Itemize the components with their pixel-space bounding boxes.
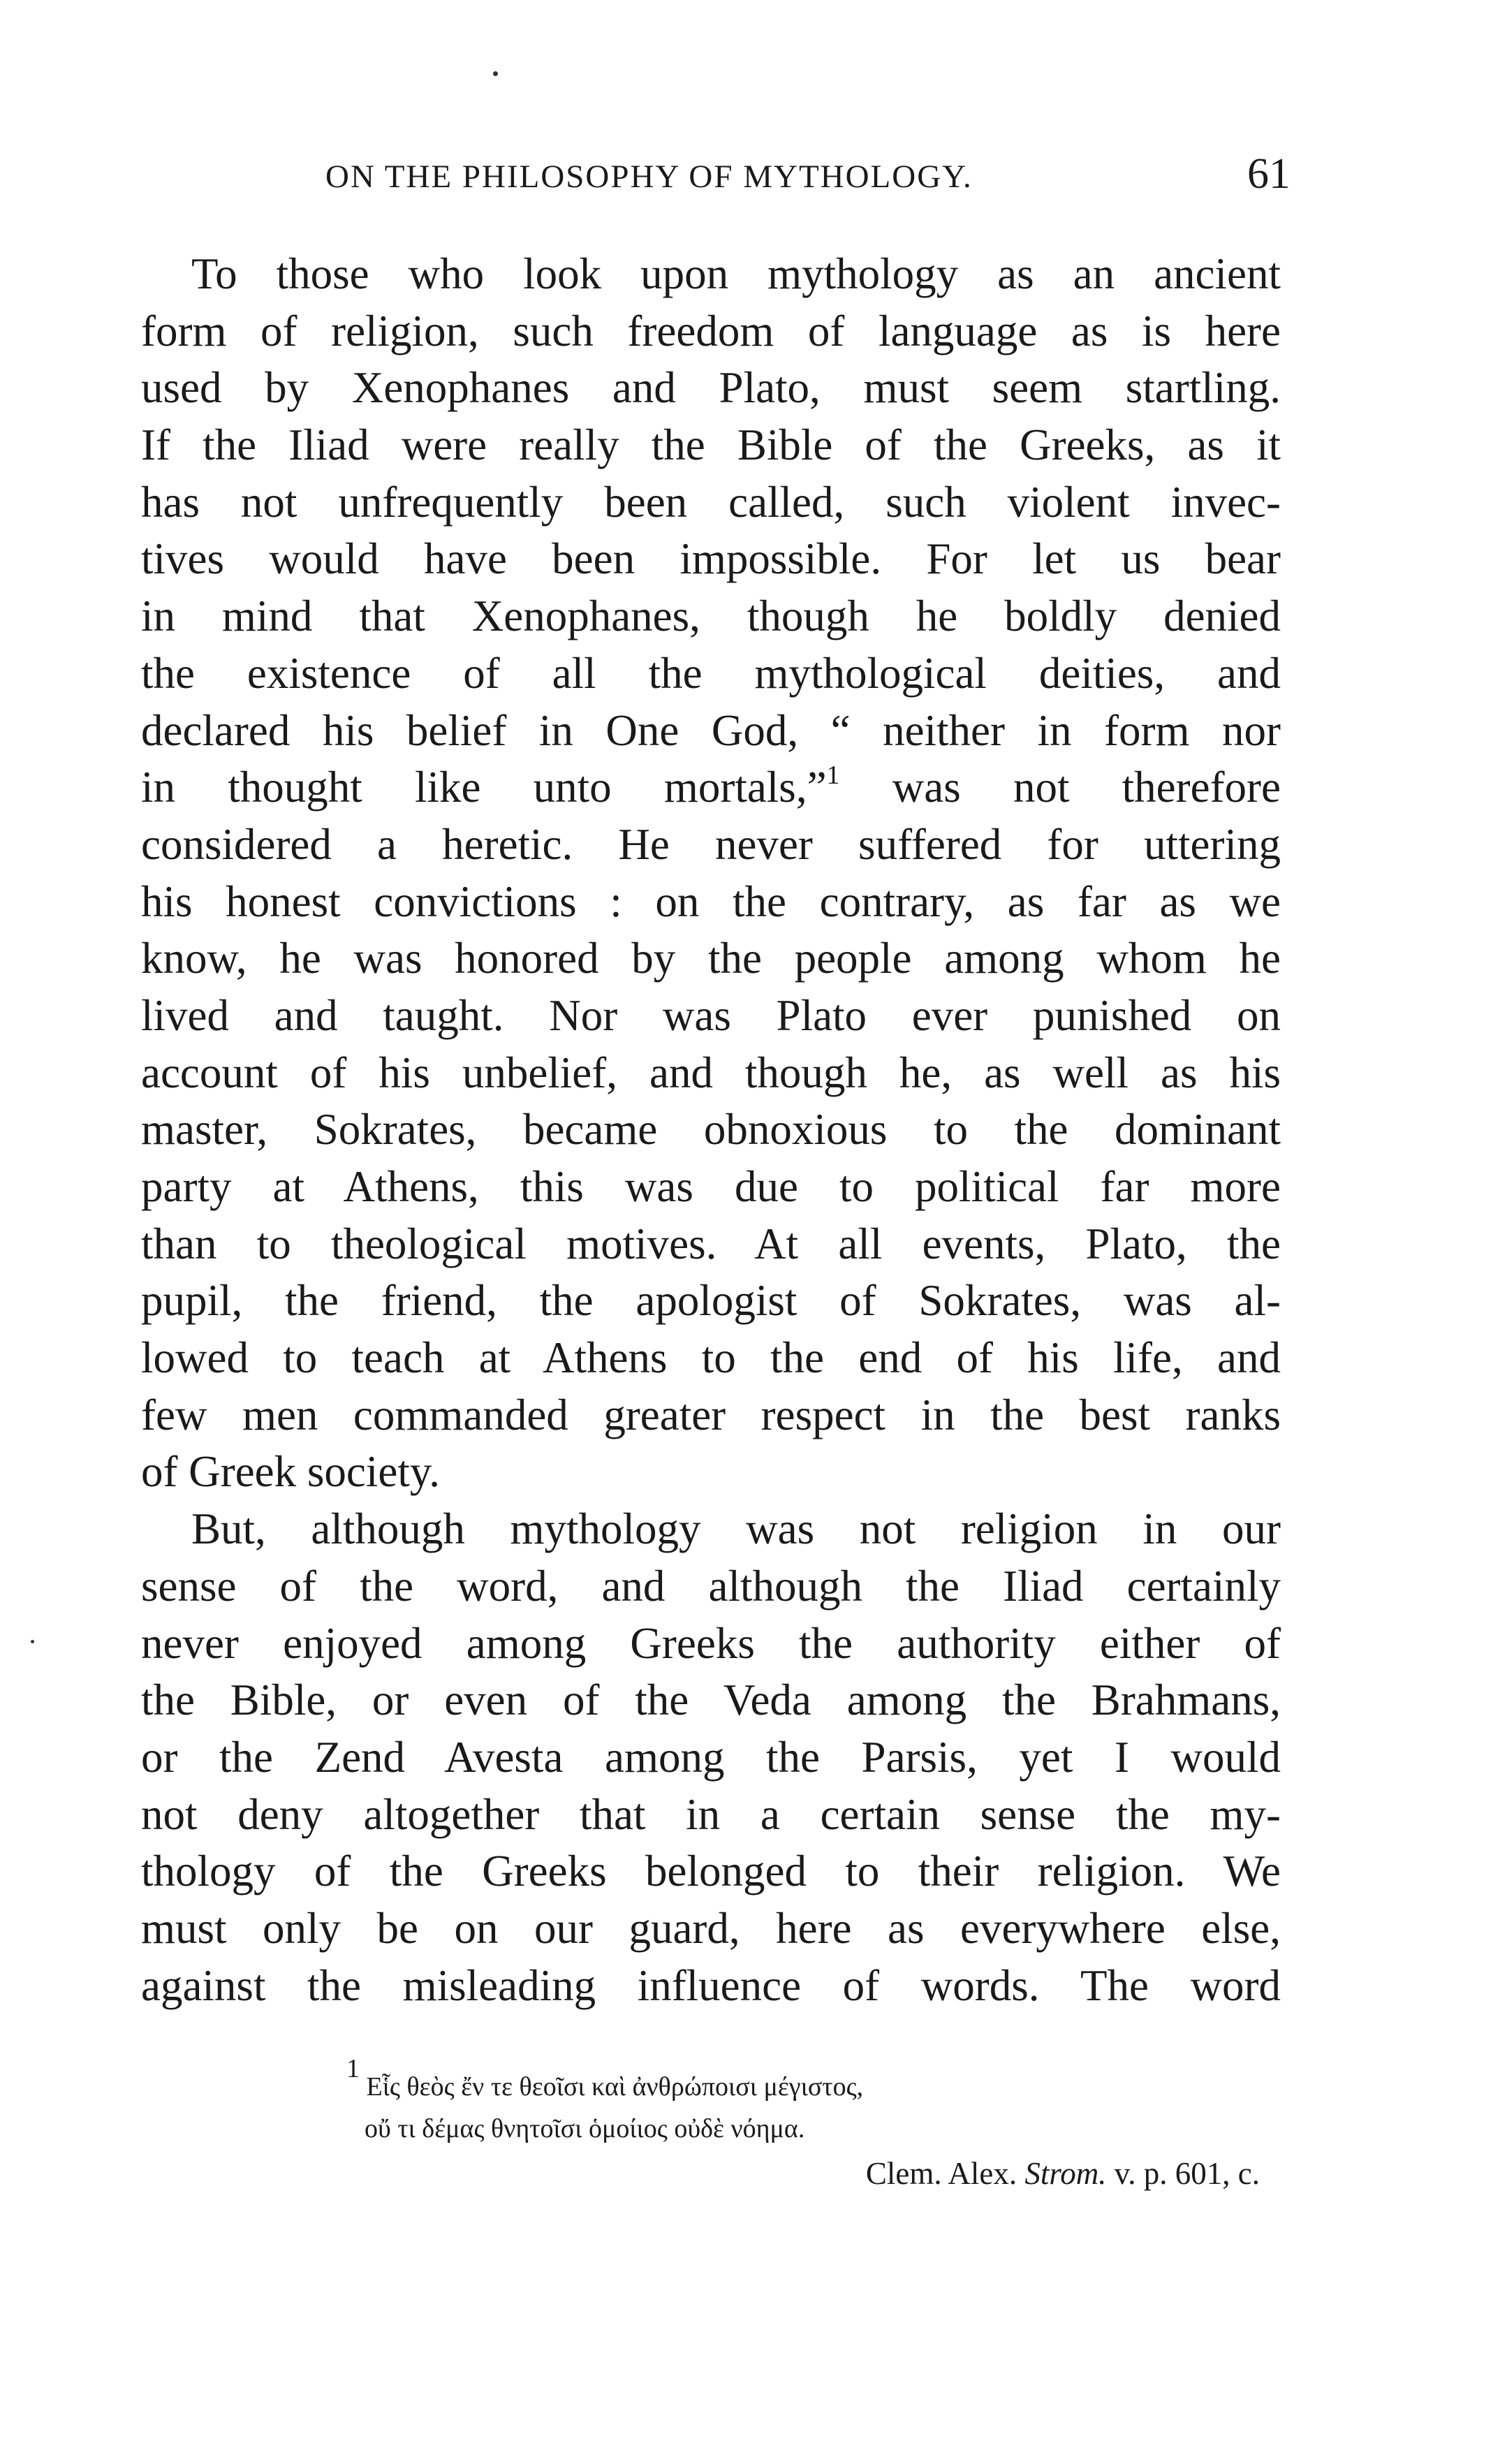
text-line: declared his belief in One God, “ neither in form nor <box>141 705 1281 755</box>
footnote-greek-verse: οὔ τι δέμας θνητοῖσι ὁμοίιος οὐδὲ νόημα. <box>365 2114 805 2143</box>
text-line: used by Xenophanes and Plato, must seem startling. <box>141 363 1281 413</box>
paragraph <box>141 246 1281 1501</box>
footnote-line <box>346 2108 1289 2150</box>
paragraph <box>141 1501 1281 2014</box>
footnote-marker: 1 <box>346 2054 360 2083</box>
footnote <box>346 2054 1289 2197</box>
text-line: tives would have been impossible. For let us bear <box>141 534 1281 584</box>
text-line: party at Athens, this was due to political far more <box>141 1162 1281 1211</box>
page-header <box>325 152 1291 201</box>
citation-author: Clem. Alex. <box>865 2156 1025 2191</box>
text-line: or the Zend Avesta among the Parsis, yet I would <box>141 1732 1281 1782</box>
footnote-greek-verse: Εἷς θεὸς ἔν τε θεοῖσι καὶ ἀνθρώποισι μέγιστος, <box>366 2072 864 2102</box>
text-line-start: in thought like unto mortals,” <box>141 763 827 812</box>
text-line: considered a heretic. He never suffered for uttering <box>141 819 1281 869</box>
text-line: of Greek society. <box>141 1447 440 1497</box>
text-line-end: was not therefore <box>839 763 1281 812</box>
running-head: ON THE PHILOSOPHY OF MYTHOLOGY. <box>325 159 973 195</box>
text-line: than to theological motives. At all events, Plato, the <box>141 1219 1281 1268</box>
body-text <box>141 246 1281 2014</box>
text-line <box>141 759 1281 816</box>
text-line: know, he was honored by the people among whom he <box>141 934 1281 983</box>
text-line: But, although mythology was not religion in our <box>191 1504 1281 1554</box>
text-line: never enjoyed among Greeks the authority either of <box>141 1618 1281 1668</box>
text-line: To those who look upon mythology as an ancient <box>191 249 1281 298</box>
text-line: form of religion, such freedom of language as is here <box>141 306 1281 355</box>
text-line: few men commanded greater respect in the best ranks <box>141 1390 1281 1439</box>
text-line: his honest convictions : on the contrary, as far as we <box>141 877 1281 926</box>
text-line: must only be on our guard, here as everywhere else, <box>141 1903 1281 1953</box>
footnote-line <box>346 2054 1289 2108</box>
text-line: not deny altogether that in a certain sense the my- <box>141 1789 1281 1839</box>
text-line: sense of the word, and although the Iliad certainly <box>141 1561 1281 1611</box>
page-number: 61 <box>1247 150 1291 198</box>
citation-location: v. p. 601, c. <box>1106 2156 1260 2191</box>
footnote-reference[interactable]: 1 <box>826 761 840 791</box>
text-line: against the misleading influence of words. The word <box>141 1960 1281 2010</box>
print-speck <box>31 1640 34 1643</box>
text-line: the Bible, or even of the Veda among the Brahmans, <box>141 1675 1281 1725</box>
citation-work: Strom. <box>1024 2156 1107 2191</box>
text-line: in mind that Xenophanes, though he boldly denied <box>141 592 1281 641</box>
footnote-citation <box>346 2150 1289 2197</box>
text-line: lived and taught. Nor was Plato ever punished on <box>141 990 1281 1040</box>
text-line: the existence of all the mythological deities, and <box>141 648 1281 698</box>
text-line: account of his unbelief, and though he, as well as his <box>141 1048 1281 1097</box>
print-speck <box>493 71 498 76</box>
text-line: master, Sokrates, became obnoxious to the dominant <box>141 1105 1281 1154</box>
text-line: thology of the Greeks belonged to their religion. We <box>141 1847 1281 1896</box>
text-line: has not unfrequently been called, such violent invec- <box>141 477 1281 527</box>
text-line: lowed to teach at Athens to the end of his life, and <box>141 1333 1281 1383</box>
text-line: pupil, the friend, the apologist of Sokrates, was al- <box>141 1276 1281 1326</box>
text-line: If the Iliad were really the Bible of the Greeks, as it <box>141 420 1281 470</box>
